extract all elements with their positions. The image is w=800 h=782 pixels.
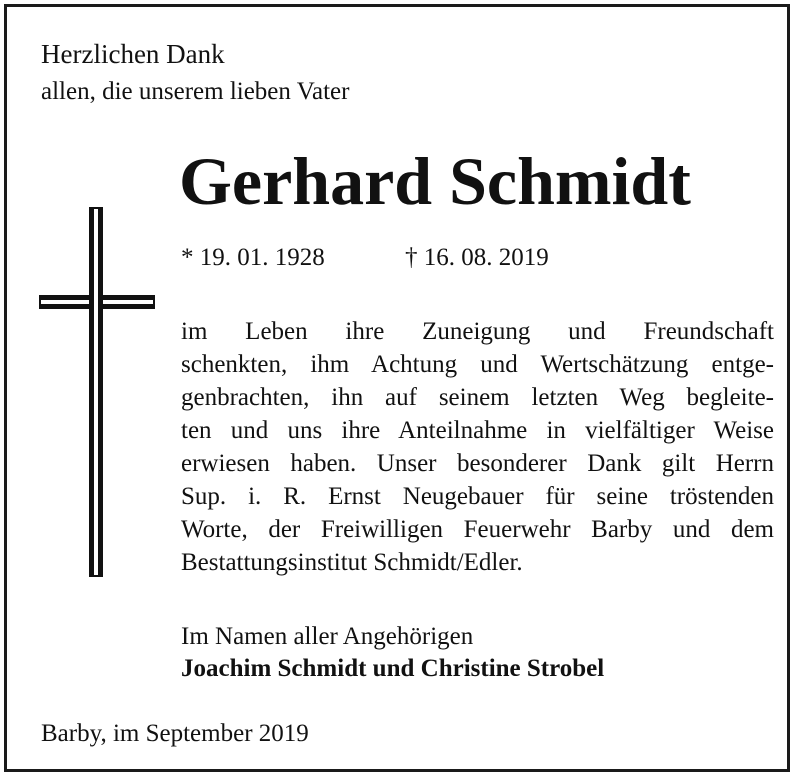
cross-icon xyxy=(39,207,155,577)
text-line: Bestattungsinstitut Schmidt/Edler. xyxy=(181,549,523,576)
text-line: genbrachten, ihn auf seinem letzten Weg begleite- xyxy=(181,384,774,411)
text-line: erwiesen haben. Unser besonderer Dank gilt Herrn xyxy=(181,450,774,477)
signers-names: Joachim Schmidt und Christine Strobel xyxy=(181,655,605,682)
intro-line: allen, die unserem lieben Vater xyxy=(41,78,350,105)
place-date: Barby, im September 2019 xyxy=(41,720,309,747)
signoff-line: Im Namen aller Angehörigen xyxy=(181,623,474,650)
obituary-frame xyxy=(4,4,790,772)
life-dates xyxy=(181,242,549,274)
text-line: Worte, der Freiwilligen Feuerwehr Barby und dem xyxy=(181,516,774,543)
thank-you-text xyxy=(181,315,774,579)
text-line: im Leben ihre Zuneigung und Freundschaft xyxy=(181,318,774,345)
greeting-heading: Herzlichen Dank xyxy=(41,39,225,69)
text-line: Sup. i. R. Ernst Neugebauer für seine tröstenden xyxy=(181,483,774,510)
birth-date: * 19. 01. 1928 xyxy=(181,244,325,271)
deceased-name: Gerhard Schmidt xyxy=(179,143,691,219)
text-line: schenkten, ihm Achtung und Wertschätzung entge- xyxy=(181,351,774,378)
death-date: † 16. 08. 2019 xyxy=(405,244,549,271)
text-line: ten und uns ihre Anteilnahme in vielfältiger Weise xyxy=(181,417,774,444)
